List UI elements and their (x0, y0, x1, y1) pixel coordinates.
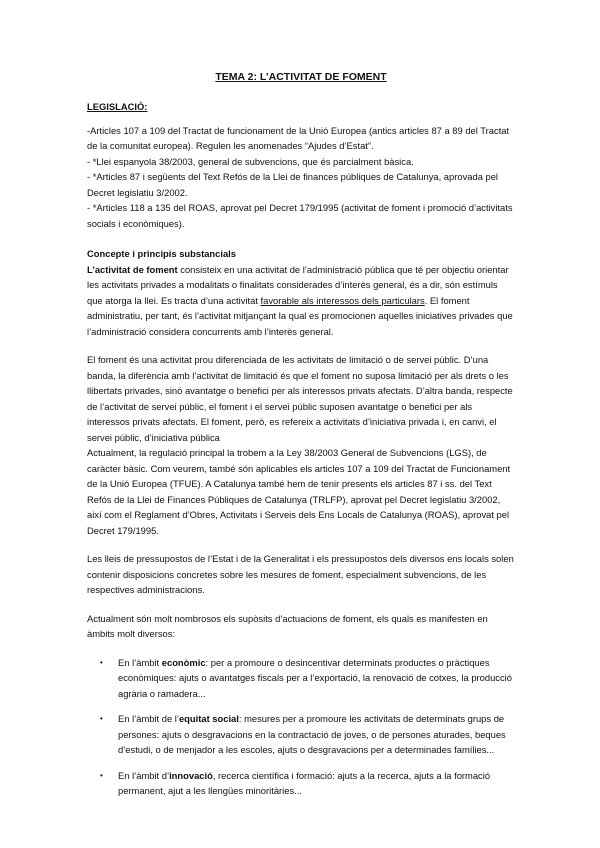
underlined-phrase: favorable als interessos dels particulars (260, 294, 425, 306)
concept-paragraph-2 (87, 352, 515, 538)
concept-paragraph-3: Les lleis de pressupostos de l’Estat i de la Generalitat i els pressupostos dels diversos ens locals solen contenir disposicions concretes sobre les mesures de foment, especialment subvencions, de les respectives administracions. (87, 553, 514, 595)
page-content (87, 69, 515, 809)
list-item-keyword: innovació (169, 769, 213, 781)
list-item (87, 768, 515, 799)
list-item-prefix: En l’àmbit d’ (118, 769, 170, 781)
paragraph-text: El foment és una activitat prou diferenciada de les activitats de limitació o de servei públic. D’una banda, la diferència amb l’activitat de limitació és que el foment no suposa limitació per als drets o les llibertats privades, sinó avantatge o benefici per als interessos privats afectats. D’altra banda, respecte de l’activitat de servei públic, el foment i el servei públic suposen avantatge o benefici per als interessos privats afectats. El foment, però, es refereix a activitats d’iniciativa privada i, en canvi, el servei públic, d’iniciativa pública (87, 354, 513, 443)
paragraph-text: . El foment administratiu, per tant, és l’activitat mitjançant la qual es promocionen aquelles iniciatives privades que l’administració considera concurrents amb l’interès general. (87, 294, 513, 337)
paragraph-text: Actualment, la regulació principal la trobem a la Ley 38/2003 General de Subvencions (LGS), de caràcter bàsic. Com veurem, també són aplicables els articles 107 a 109 del Tractat de Funcionament de la Unió Europea (TFUE). A Catalunya també hem de tenir presents els articles 87 i ss. del Text Refós de la Llei de Finances Públiques de Catalunya (TRLFP), aprovat pel Decret legislatiu 3/2002, així com el Reglament d’Obres, Activitats i Serveis dels Ens Locals de Catalunya (ROAS), aprovat pel Decret 179/1995. (87, 447, 511, 536)
list-item-keyword: econòmic (161, 656, 206, 668)
list-item-keyword: equitat social (178, 713, 239, 724)
term-highlight: L’activitat de foment (87, 263, 178, 275)
list-item-text: : per a promoure o desincentivar determinats productes o pràctiques econòmiques: ajuts o avantatges fiscals per a l’exportació, la renovació de cotxes, la producció agrària o ramadera... (118, 656, 512, 699)
list-item (87, 655, 515, 702)
paragraph-text: consisteix en una activitat de l’administració pública que té per objectiu orientar les activitats privades a modalitats o finalitats considerades d’interès general, és a dir, són estímuls que atorga la llei. Es tracta d’una activitat (87, 263, 509, 306)
concept-paragraph-4: Actualment són molt nombrosos els supòsits d’actuacions de foment, els quals es manifesten en àmbits molt diversos: (87, 612, 488, 639)
bullet-icon: • (100, 714, 103, 723)
list-item (87, 711, 515, 758)
bullet-icon: • (100, 657, 103, 667)
page-title: TEMA 2: L’ACTIVITAT DE FOMENT (215, 71, 387, 83)
list-item-text: : mesures per a promoure les activitats de determinats grups de persones: ajuts o desgravacions en la contractació de joves, o de persones aturades, beques d’estudi, o de menjador a les escoles, ajuts o desgravacions per a determinades famílies... (118, 713, 506, 755)
legislation-section (87, 99, 515, 231)
scope-list (87, 655, 515, 799)
concept-section (87, 246, 515, 799)
legislation-item: - *Articles 87 i següents del Text Refós de la Llei de finances públiques de Catalunya, aprovada pel Decret legislatiu 3/2002. (87, 171, 499, 198)
concept-paragraph-1 (87, 262, 515, 340)
bullet-icon: • (100, 770, 103, 780)
legislation-item: - *Llei espanyola 38/2003, general de subvencions, que és parcialment bàsica. (87, 155, 414, 167)
list-item-text: , recerca científica i formació: ajuts a la recerca, ajuts a la formació permanent, ajut a les llengües minoritàries... (118, 769, 491, 796)
list-item-prefix: En l’àmbit (118, 656, 162, 668)
list-item-prefix: En l’àmbit de l’ (118, 713, 179, 724)
concept-heading: Concepte i principis substancials (87, 248, 236, 259)
legislation-item: -Articles 107 a 109 del Tractat de funcionament de la Unió Europea (antics articles 87 a 89 del Tractat de la comunitat europea). Regulen les anomenades “Ajudes d’Estat”. (87, 124, 510, 151)
legislation-heading: LEGISLACIÓ: (87, 101, 148, 112)
legislation-item: - *Articles 118 a 135 del ROAS, aprovat pel Decret 179/1995 (activitat de foment i promoció d’activitats socials i econòmiques). (87, 202, 513, 229)
